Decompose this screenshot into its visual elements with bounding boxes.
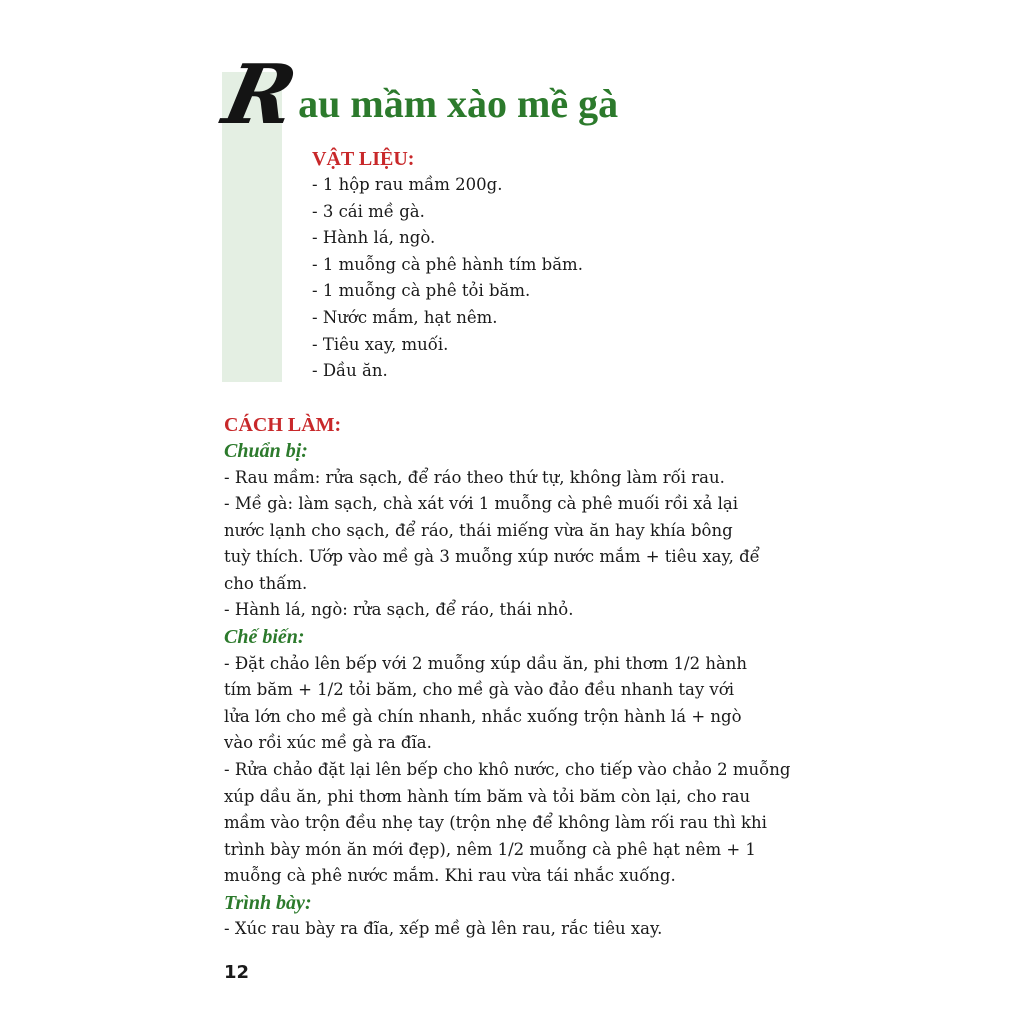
prep-line: - Hành lá, ngò: rửa sạch, để ráo, thái nhỏ. bbox=[224, 600, 574, 620]
cook-line: trình bày món ăn mới đẹp), nêm 1/2 muỗng cà phê hạt nêm + 1 bbox=[224, 839, 756, 859]
prep-line: - Mề gà: làm sạch, chà xát với 1 muỗng cà phê muối rồi xả lại bbox=[224, 494, 738, 514]
cook-line: mầm vào trộn đều nhẹ tay (trộn nhẹ để không làm rối rau thì khi bbox=[224, 813, 767, 833]
ingredient-item: - Dầu ăn. bbox=[312, 361, 388, 381]
method-heading: CÁCH LÀM: bbox=[224, 414, 342, 436]
ingredients-section bbox=[312, 146, 583, 385]
recipe-title bbox=[215, 47, 619, 143]
serve-line: - Xúc rau bày ra đĩa, xếp mề gà lên rau, rắc tiêu xay. bbox=[224, 919, 663, 939]
page-number: 12 bbox=[224, 962, 250, 983]
cook-line: muỗng cà phê nước mắm. Khi rau vừa tái nhắc xuống. bbox=[224, 866, 676, 886]
title-initial: R bbox=[215, 47, 303, 143]
ingredient-item: - 1 muỗng cà phê hành tím băm. bbox=[312, 254, 583, 274]
serve-heading: Trình bày: bbox=[224, 891, 312, 914]
ingredient-item: - 1 hộp rau mầm 200g. bbox=[312, 175, 503, 194]
title-text: au mầm xào mề gà bbox=[298, 81, 619, 126]
prep-line: - Rau mầm: rửa sạch, để ráo theo thứ tự, không làm rối rau. bbox=[224, 467, 725, 487]
cook-line: xúp dầu ăn, phi thơm hành tím băm và tỏi băm còn lại, cho rau bbox=[224, 786, 751, 806]
ingredient-item: - Nước mắm, hạt nêm. bbox=[312, 307, 498, 327]
method-section bbox=[224, 412, 814, 943]
cook-line: - Đặt chảo lên bếp với 2 muỗng xúp dầu ăn, phi thơm 1/2 hành bbox=[224, 653, 748, 673]
prep-heading: Chuẩn bị: bbox=[224, 440, 308, 462]
prep-line: tuỳ thích. Ướp vào mề gà 3 muỗng xúp nước mắm + tiêu xay, để bbox=[224, 547, 760, 567]
cook-line: - Rửa chảo đặt lại lên bếp cho khô nước, cho tiếp vào chảo 2 muỗng bbox=[224, 759, 791, 779]
prep-line: nước lạnh cho sạch, để ráo, thái miếng vừa ăn hay khía bông bbox=[224, 520, 733, 540]
ingredient-item: - 1 muỗng cà phê tỏi băm. bbox=[312, 281, 531, 301]
cook-line: lửa lớn cho mề gà chín nhanh, nhắc xuống trộn hành lá + ngò bbox=[224, 706, 742, 726]
ingredient-item: - 3 cái mề gà. bbox=[312, 201, 425, 221]
ingredients-heading: VẬT LIỆU: bbox=[312, 148, 415, 170]
ingredient-item: - Tiêu xay, muối. bbox=[312, 334, 449, 354]
cook-heading: Chế biến: bbox=[224, 626, 305, 649]
cook-line: vào rồi xúc mề gà ra đĩa. bbox=[224, 733, 432, 753]
prep-line: cho thấm. bbox=[224, 573, 308, 593]
ingredient-item: - Hành lá, ngò. bbox=[312, 228, 436, 248]
cook-line: tím băm + 1/2 tỏi băm, cho mề gà vào đảo đều nhanh tay với bbox=[224, 680, 734, 700]
